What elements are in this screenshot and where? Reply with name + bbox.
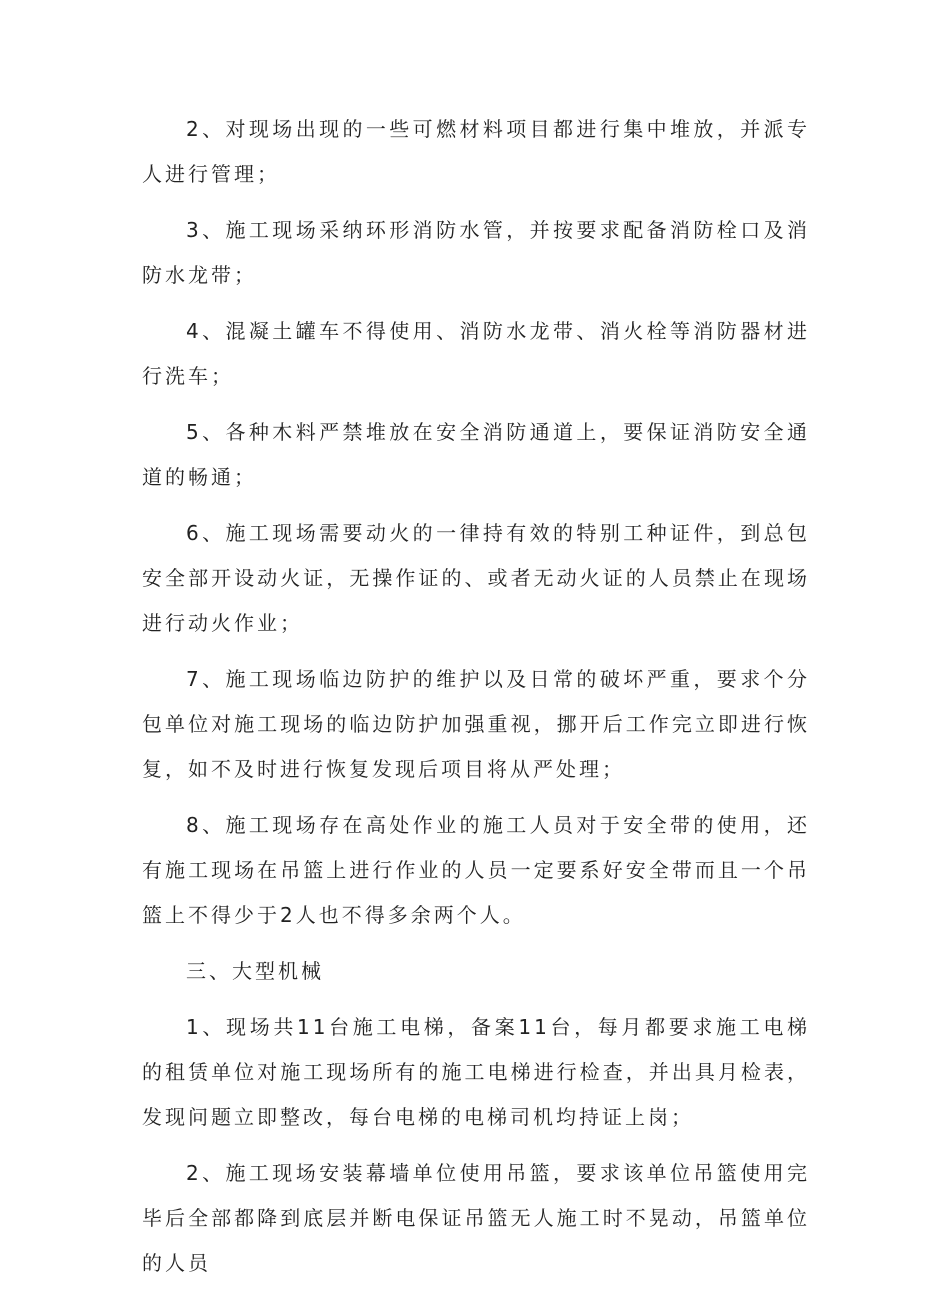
paragraph-edge-protection: 7、施工现场临边防护的维护以及日常的破坏严重，要求个分包单位对施工现场的临边防护加强重视，挪开后工作完立即进行恢复，如不及时进行恢复发现后项目将从严处理； <box>142 667 810 781</box>
paragraph-construction-elevators: 1、现场共11台施工电梯，备案11台，每月都要求施工电梯的租赁单位对施工现场所有的施工电梯进行检查，并出具月检表，发现问题立即整改，每台电梯的电梯司机均持证上岗； <box>142 1015 810 1129</box>
paragraph-combustible-storage: 2、对现场出现的一些可燃材料项目都进行集中堆放，并派专人进行管理； <box>142 117 810 186</box>
document-body <box>142 107 810 1297</box>
paragraph-safety-belt: 8、施工现场存在高处作业的施工人员对于安全带的使用，还有施工现场在吊篮上进行作业的人员一定要系好安全带而且一个吊篮上不得少于2人也不得多余两个人。 <box>142 813 810 927</box>
paragraph-tanker-washing: 4、混凝土罐车不得使用、消防水龙带、消火栓等消防器材进行洗车； <box>142 319 810 388</box>
section-heading-large-machinery: 三、大型机械 <box>186 959 324 983</box>
paragraph-hot-work-permit: 6、施工现场需要动火的一律持有效的特别工种证件，到总包安全部开设动火证，无操作证的、或者无动火证的人员禁止在现场进行动火作业； <box>142 521 810 635</box>
paragraph-fire-passage: 5、各种木料严禁堆放在安全消防通道上，要保证消防安全通道的畅通； <box>142 420 810 489</box>
paragraph-fire-water-pipe: 3、施工现场采纳环形消防水管，并按要求配备消防栓口及消防水龙带； <box>142 218 810 287</box>
paragraph-gondola-usage: 2、施工现场安装幕墙单位使用吊篮，要求该单位吊篮使用完毕后全部都降到底层并断电保证吊篮无人施工时不晃动，吊篮单位的人员 <box>142 1161 810 1275</box>
